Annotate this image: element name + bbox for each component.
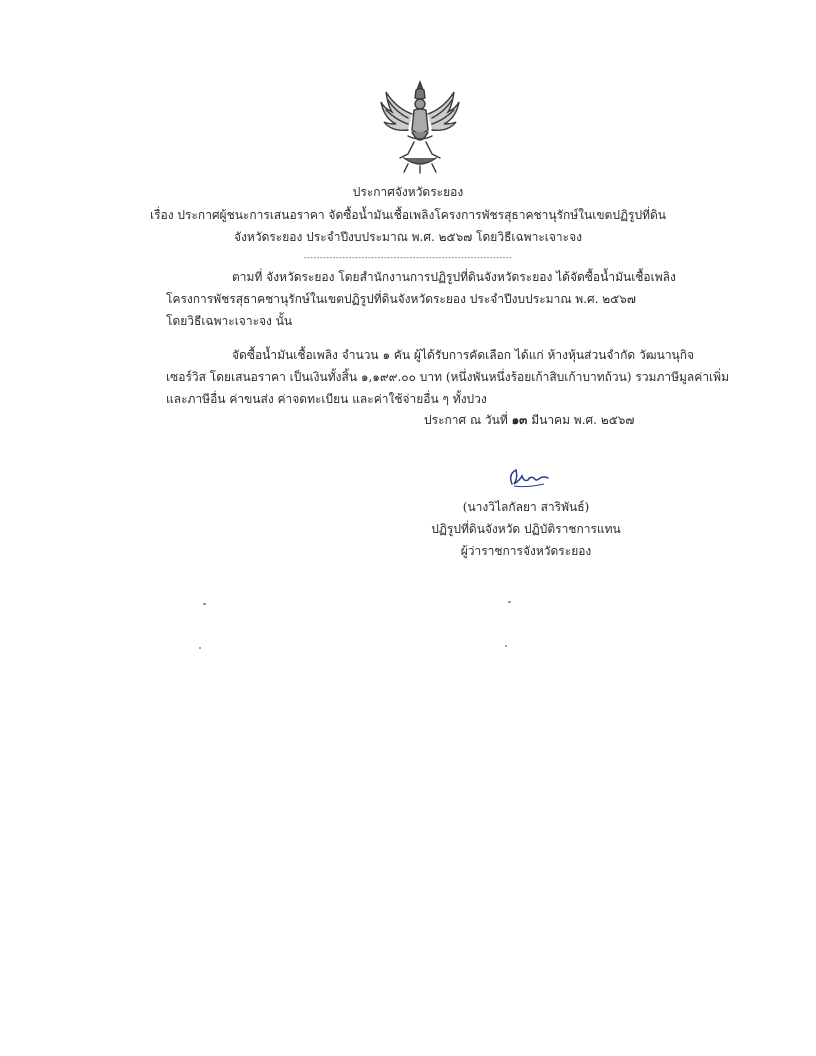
header-divider: -----------------------------------------------------------------	[303, 253, 513, 262]
announcement-title: ประกาศจังหวัดระยอง	[352, 185, 464, 199]
signer-position-2: ผู้ว่าราชการจังหวัดระยอง	[460, 544, 592, 558]
date-month-year: มีนาคม พ.ศ. ๒๕๖๗	[527, 413, 635, 427]
paragraph-2-line-1: จัดซื้อน้ำมันเชื้อเพลิง จำนวน ๑ คัน ผู้ได้รับการคัดเลือก ได้แก่ ห้างหุ้นส่วนจำกัด วัฒนานุกิจ	[232, 348, 695, 362]
garuda-emblem-icon	[378, 78, 462, 174]
date-prefix: ประกาศ ณ วันที่	[424, 413, 512, 427]
handwritten-signature-icon	[506, 466, 550, 490]
subject-line-1: เรื่อง ประกาศผู้ชนะการเสนอราคา จัดซื้อน้ำมันเชื้อเพลิงโครงการพัชรสุธาคชานุรักษ์ในเขตปฏิรูปที่ดิน	[150, 208, 666, 222]
scan-speck	[508, 601, 511, 603]
body-paragraph-2	[166, 344, 729, 410]
paragraph-2-line-2: เซอร์วิส โดยเสนอราคา เป็นเงินทั้งสิ้น ๑,๑๙๙.๐๐ บาท (หนึ่งพันหนึ่งร้อยเก้าสิบเก้าบาทถ้วน) รวมภาษีมูลค่าเพิ่ม	[166, 370, 729, 384]
paragraph-1-line-1: ตามที่ จังหวัดระยอง โดยสำนักงานการปฏิรูปที่ดินจังหวัดระยอง ได้จัดซื้อน้ำมันเชื้อเพลิง	[232, 270, 676, 284]
signer-position-1: ปฏิรูปที่ดินจังหวัด ปฏิบัติราชการแทน	[431, 522, 621, 536]
paragraph-1-line-3: โดยวิธีเฉพาะเจาะจง นั้น	[166, 314, 293, 328]
paragraph-1-line-2: โครงการพัชรสุธาคชานุรักษ์ในเขตปฏิรูปที่ดินจังหวัดระยอง ประจำปีงบประมาณ พ.ศ. ๒๕๖๗	[166, 292, 636, 306]
announcement-date	[424, 411, 634, 429]
body-paragraph-1	[166, 266, 676, 332]
scan-speck	[203, 603, 206, 605]
scan-speck	[505, 645, 507, 647]
paragraph-2-line-3: และภาษีอื่น ค่าขนส่ง ค่าจดทะเบียน และค่าใช้จ่ายอื่น ๆ ทั้งปวง	[166, 392, 487, 406]
scan-speck	[199, 647, 201, 649]
subject-line-2: จังหวัดระยอง ประจำปีงบประมาณ พ.ศ. ๒๕๖๗ โดยวิธีเฉพาะเจาะจง	[234, 230, 582, 244]
signer-name: (นางวิไลกัลยา สาริพันธ์)	[462, 500, 590, 514]
date-day: ๑๓	[511, 413, 528, 427]
